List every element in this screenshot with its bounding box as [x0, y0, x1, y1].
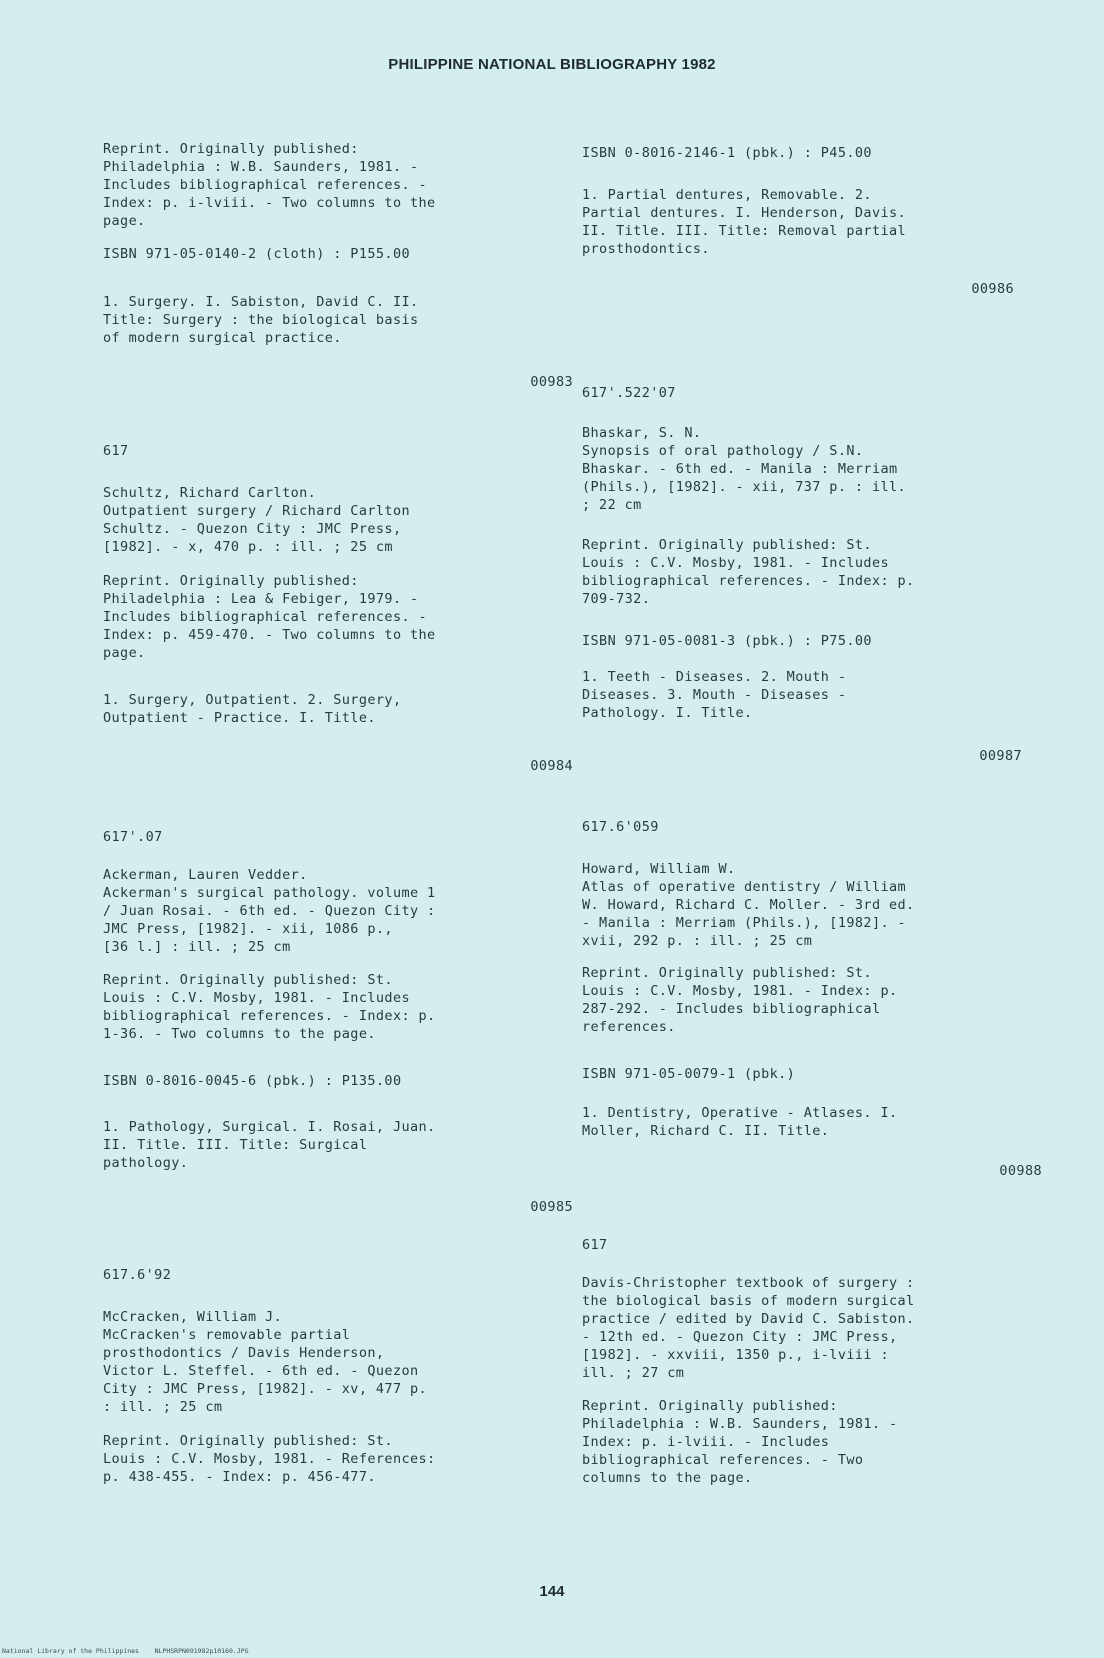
- entry-number: 00986: [971, 281, 1014, 297]
- entry-notes: Reprint. Originally published: St. Louis : C.V. Mosby, 1981. - References: p. 438-455. - Index: p. 456-477.: [103, 1433, 436, 1485]
- page-title: PHILIPPINE NATIONAL BIBLIOGRAPHY 1982: [388, 56, 716, 73]
- entry-isbn: ISBN 0-8016-2146-1 (pbk.) : P45.00: [582, 145, 872, 161]
- entry-notes: Reprint. Originally published: Philadelphia : Lea & Febiger, 1979. - Includes bibliographical references. - Index: p. 459-470. - Two columns to the page.: [103, 573, 436, 661]
- class-number: 617.6'92: [103, 1267, 172, 1283]
- entry-description: Davis-Christopher textbook of surgery : the biological basis of modern surgical practice / edited by David C. Sabiston. - 12th ed. - Quezon City : JMC Press, [1982]. - xxviii, 1350 p., i-lviii : ill. ; 27 cm: [582, 1275, 915, 1381]
- entry-isbn: ISBN 971-05-0081-3 (pbk.) : P75.00: [582, 633, 872, 649]
- entry-number: 00987: [979, 748, 1022, 764]
- entry-subjects: 1. Dentistry, Operative - Atlases. I. Moller, Richard C. II. Title.: [582, 1105, 898, 1139]
- entry-isbn: ISBN 971-05-0140-2 (cloth) : P155.00: [103, 246, 410, 262]
- entry-notes: Reprint. Originally published: St. Louis : C.V. Mosby, 1981. - Includes bibliographical references. - Index: p. 709-732.: [582, 537, 915, 607]
- entry-subjects: 1. Surgery, Outpatient. 2. Surgery, Outpatient - Practice. I. Title.: [103, 692, 402, 726]
- entry-notes: Reprint. Originally published: St. Louis : C.V. Mosby, 1981. - Includes bibliographical references. - Index: p. 1-36. - Two columns to the page.: [103, 972, 436, 1042]
- entry-description: Howard, William W. Atlas of operative dentistry / William W. Howard, Richard C. Moller. - 3rd ed. - Manila : Merriam (Phils.), [1982]. - xvii, 292 p. : ill. ; 25 cm: [582, 861, 915, 949]
- entry-subjects: 1. Pathology, Surgical. I. Rosai, Juan. II. Title. III. Title: Surgical pathology.: [103, 1119, 436, 1171]
- scan-footer: National Library of the Philippines NLPHSRPN091982p10160.JPG: [2, 1647, 249, 1655]
- entry-subjects: 1. Partial dentures, Removable. 2. Partial dentures. I. Henderson, Davis. II. Title. III. Title: Removal partial prosthodontics.: [582, 187, 907, 257]
- entry-notes: Reprint. Originally published: Philadelphia : W.B. Saunders, 1981. - Index: p. i-lviii. - Includes bibliographical references. - Two columns to the page.: [582, 1398, 898, 1486]
- entry-description: Bhaskar, S. N. Synopsis of oral pathology / S.N. Bhaskar. - 6th ed. - Manila : Merriam (Phils.), [1982]. - xii, 737 p. : ill. ; 22 cm: [582, 425, 907, 513]
- class-number: 617'.07: [103, 829, 163, 845]
- class-number: 617'.522'07: [582, 385, 676, 401]
- entry-isbn: ISBN 0-8016-0045-6 (pbk.) : P135.00: [103, 1073, 402, 1089]
- entry-description: Ackerman, Lauren Vedder. Ackerman's surgical pathology. volume 1 / Juan Rosai. - 6th ed. - Quezon City : JMC Press, [1982]. - xii, 1086 p., [36 l.] : ill. ; 25 cm: [103, 867, 436, 955]
- entry-subjects: 1. Teeth - Diseases. 2. Mouth - Diseases. 3. Mouth - Diseases - Pathology. I. Title.: [582, 669, 847, 721]
- entry-isbn: ISBN 971-05-0079-1 (pbk.): [582, 1066, 796, 1082]
- entry-number: 00988: [999, 1163, 1042, 1179]
- class-number: 617: [582, 1237, 608, 1253]
- entry-notes: Reprint. Originally published: Philadelphia : W.B. Saunders, 1981. - Includes bibliographical references. - Index: p. i-lviii. - Two columns to the page.: [103, 141, 436, 229]
- entry-subjects: 1. Surgery. I. Sabiston, David C. II. Title: Surgery : the biological basis of modern surgical practice.: [103, 294, 419, 346]
- entry-notes: Reprint. Originally published: St. Louis : C.V. Mosby, 1981. - Index: p. 287-292. - Includes bibliographical references.: [582, 965, 898, 1035]
- page-number: 144: [539, 1583, 565, 1600]
- class-number: 617.6'059: [582, 819, 659, 835]
- entry-number: 00984: [530, 758, 573, 774]
- entry-number: 00983: [530, 374, 573, 390]
- entry-description: McCracken, William J. McCracken's removable partial prosthodontics / Davis Henderson, Victor L. Steffel. - 6th ed. - Quezon City : JMC Press, [1982]. - xv, 477 p. : ill. ; 25 cm: [103, 1309, 428, 1415]
- entry-description: Schultz, Richard Carlton. Outpatient surgery / Richard Carlton Schultz. - Quezon City : JMC Press, [1982]. - x, 470 p. : ill. ; 25 cm: [103, 485, 410, 555]
- entry-number: 00985: [530, 1199, 573, 1215]
- class-number: 617: [103, 443, 129, 459]
